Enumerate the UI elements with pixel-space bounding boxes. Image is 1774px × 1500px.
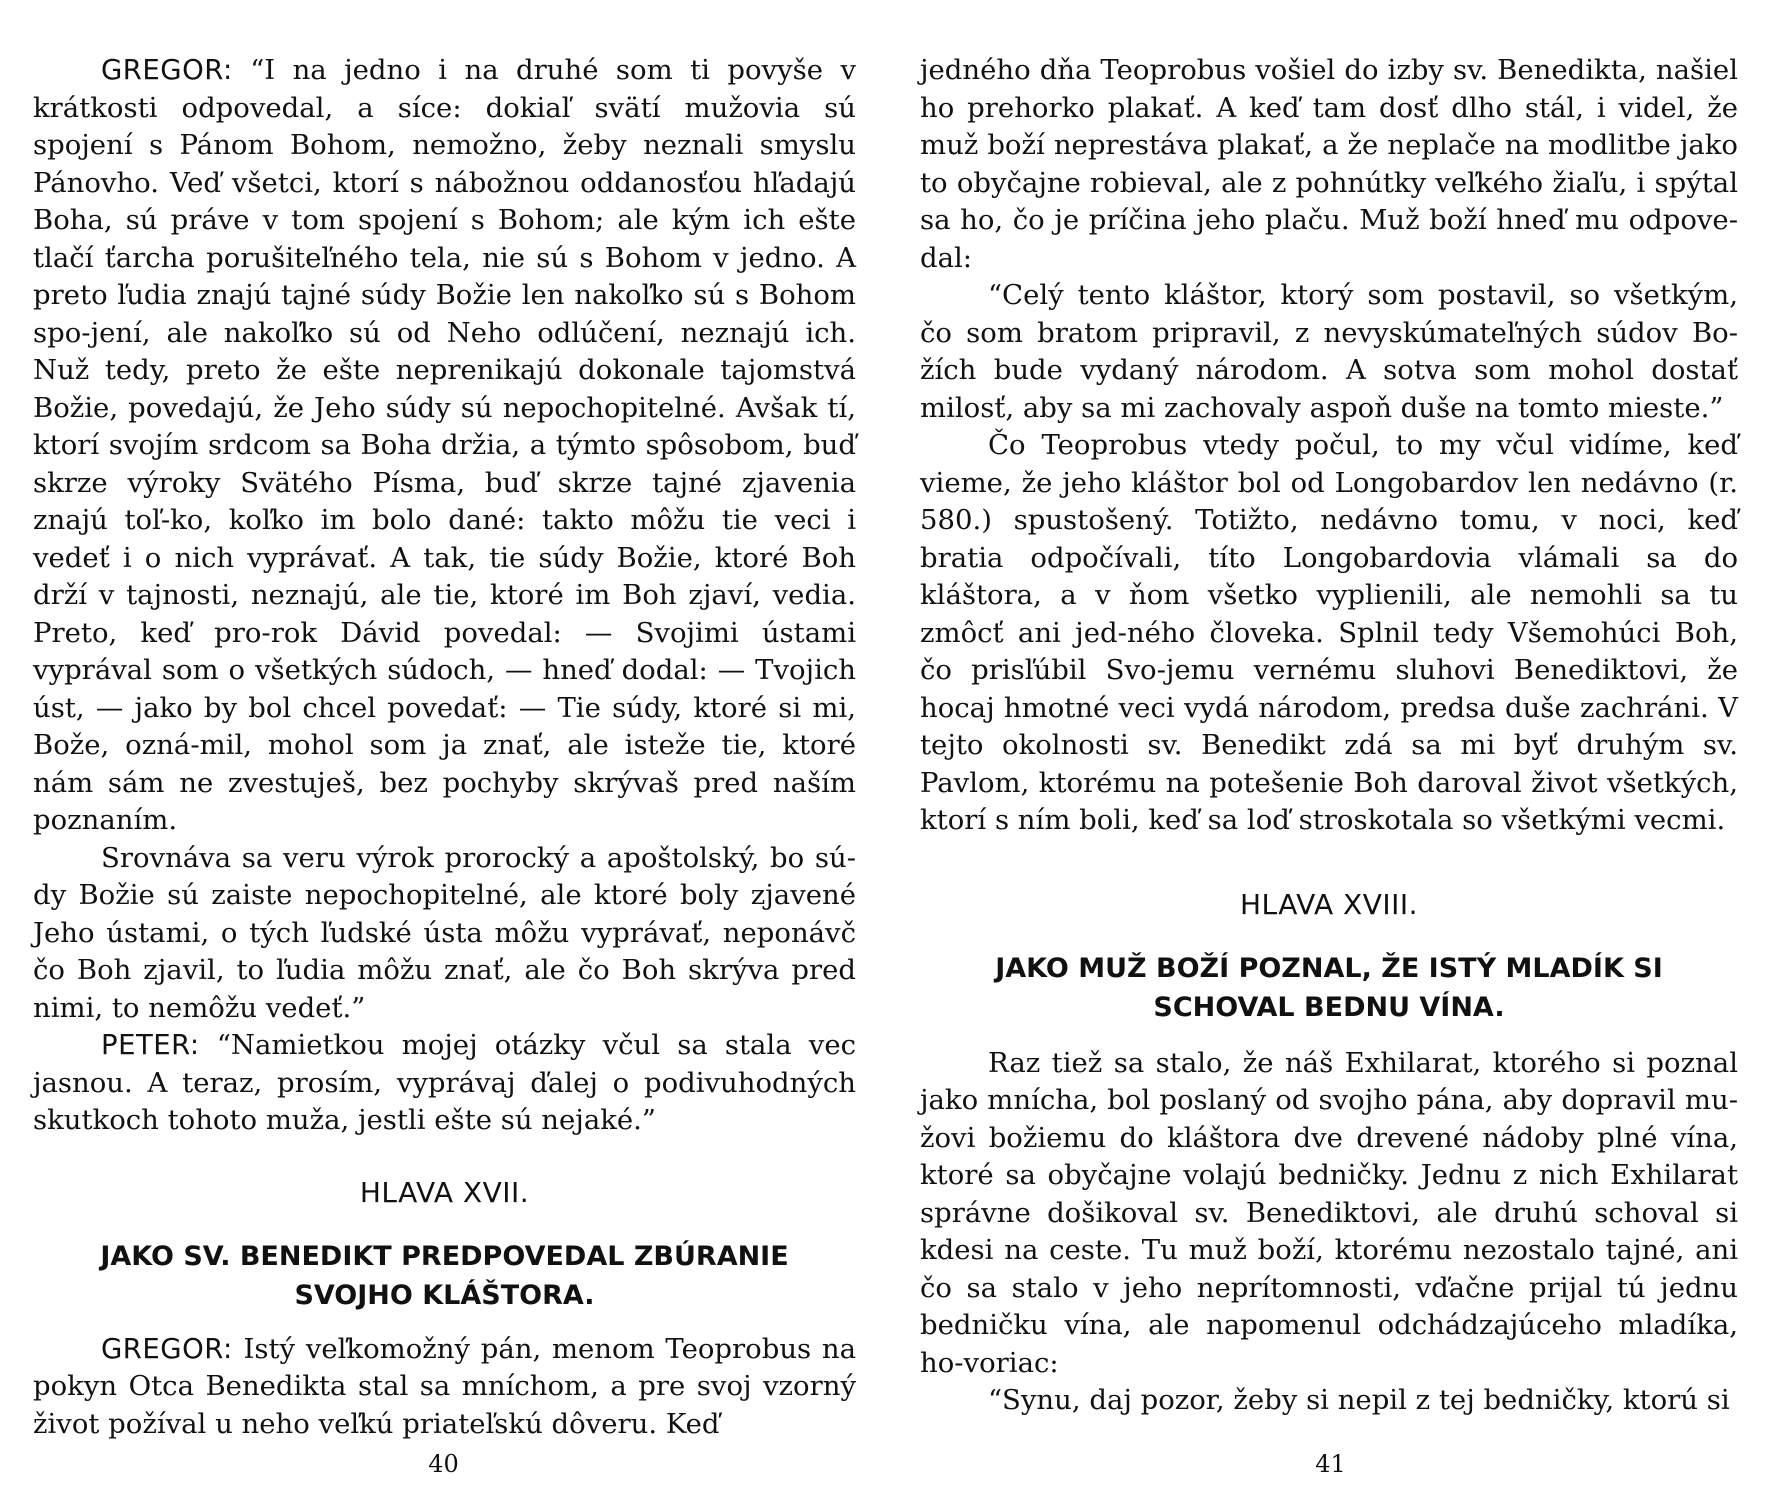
paragraph-comparison: [33, 840, 856, 1028]
paragraph-benedict-quote: [920, 277, 1738, 427]
paragraph-peter-reply: [33, 1027, 856, 1140]
page-number: 40: [428, 1450, 459, 1478]
paragraph-text: “Namietkou mojej otázky včul sa stala vec jasnou. A teraz, prosím, vyprávaj ďalej o podivuhodných skutkoch tohoto muža, jestli ešte sú nejaké.”: [33, 1029, 856, 1136]
speaker-label: GREGOR:: [101, 1332, 233, 1365]
speaker-label: PETER:: [101, 1029, 200, 1061]
page-number: 41: [1315, 1450, 1346, 1478]
chapter-title-line: JAKO SV. BENEDIKT PREDPOVEDAL ZBÚRANIE: [100, 1240, 789, 1272]
paragraph-exhilarat: [920, 1045, 1738, 1383]
paragraph-text: “I na jedno i na druhé som ti povyše v krátkosti odpovedal, a síce: dokiaľ svätí mužovia sú spojení s Pánom Bohom, nemožno, žeby neznali smyslu Pánovho. Veď všetci, ktorí s nábožnou oddanosťou hľadajú Boha, sú práve v tom spojení s Bohom; ale kým ich ešte tlačí ťarcha porušiteľného tela, nie sú s Bohom v jedno. A preto ľudia znajú tajné súdy Božie len nakoľko sú s Bohom spo-jení, ale nakoľko sú od Neho odlúčení, neznajú ich. Nuž tedy, preto že ešte neprenikajú dokonale tajomstvá Božie, povedajú, že Jeho súdy sú nepochopitelné. Avšak tí, ktorí svojím srdcom sa Boha držia, a týmto spôsobom, buď skrze výroky Svätého Písma, buď skrze tajné zjavenia znajú toľ-ko, koľko im bolo dané: takto môžu tie veci i vedeť i o nich vyprávať. A tak, tie súdy Božie, ktoré Boh drží v tajnosti, neznajú, ale tie, ktoré im Boh zjaví, vedia. Preto, keď pro-rok Dávid povedal: — Svojimi ústami vyprával som o všetkých súdoch, — hneď dodal: — Tvojich úst, — jako by bol chcel povedať: — Tie súdy, ktoré si mi, Bože, ozná-mil, mohol som ja znať, ale isteže tie, ktoré nám sám ne zvestuješ, bez pochyby skrývaš pred naším poznaním.: [33, 54, 856, 836]
paragraph-text: “Synu, daj pozor, žeby si nepil z tej bedničky, ktorú si: [988, 1384, 1730, 1416]
paragraph-monastery-destruction: [920, 427, 1738, 840]
chapter-number: HLAVA XVII.: [359, 1175, 530, 1209]
chapter-title: [33, 1237, 856, 1315]
paragraph-warning-quote: [920, 1382, 1738, 1420]
chapter-title-line: JAKO MUŽ BOŽÍ POZNAL, ŽE ISTÝ MLADÍK SI: [995, 952, 1663, 984]
chapter-number: HLAVA XVIII.: [1239, 887, 1419, 921]
paragraph-text: Istý veľkomožný pán, menom Teoprobus na pokyn Otca Benedikta stal sa mníchom, a pre svoj vzorný život požíval u neho veľkú priateľskú dôveru. Keď: [33, 1332, 856, 1440]
chapter-title-line: SVOJHO KLÁŠTORA.: [294, 1279, 595, 1311]
paragraph-text: Čo Teoprobus vtedy počul, to my včul vidíme, keď vieme, že jeho kláštor bol od Longobardov len nedávno (r. 580.) spustošený. Totižto, nedávno tomu, v noci, keď bratia odpočívali, títo Longobardovia vlámali sa do kláštora, a v ňom všetko vyplienili, ale nemohli sa tu zmôcť ani jed-ného človeka. Splnil tedy Všemohúci Boh, čo prisľúbil Svo-jemu vernému sluhovi Benediktovi, že hocaj hmotné veci vydá národom, predsa duše zachráni. V tejto okolnosti sv. Benedikt zdá sa mi byť druhým sv. Pavlom, ktorému na potešenie Boh daroval život všetkých, ktorí s ním boli, keď sa loď stroskotala so všetkými vecmi.: [920, 429, 1738, 836]
speaker-label: GREGOR:: [101, 54, 233, 86]
chapter-title-line: SCHOVAL BEDNU VÍNA.: [1153, 991, 1505, 1023]
right-page: [887, 0, 1774, 1500]
paragraph-continuation: [920, 52, 1738, 277]
paragraph-text: “Celý tento kláštor, ktorý som postavil, so všetkým, čo som bratom pripravil, z nevyskúmateľných súdov Bo-žích bude vydaný národom. A sotva som mohol dostať milosť, aby sa mi zachovaly aspoň duše na tomto mieste.”: [920, 279, 1738, 424]
paragraph-gregor-teoprobus: [33, 1331, 856, 1444]
paragraph-text: Raz tiež sa stalo, že náš Exhilarat, ktorého si poznal jako mnícha, bol poslaný od svojho pána, aby dopravil mu-žovi božiemu do kláštora dve drevené nádoby plné vína, ktoré sa obyčajne volajú bedničky. Jednu z nich Exhilarat správne došikoval sv. Benediktovi, ale druhú schoval si kdesi na ceste. Tu muž boží, ktorému nezostalo tajné, ani čo sa stalo v jeho neprítomnosti, vďačne prijal tú jednu bedničku vína, ale napomenul odchádzajúceho mladíka, ho-voriac:: [920, 1046, 1738, 1379]
paragraph-text: Srovnáva sa veru výrok prorocký a apoštolský, bo sú-dy Božie sú zaiste nepochopitelné, ale ktoré boly zjavené Jeho ústami, o tých ľudské ústa môžu vyprávať, neponávč čo Boh zjavil, to ľudia môžu znať, ale čo Boh skrýva pred nimi, to nemôžu vedeť.”: [33, 841, 856, 1024]
paragraph-text: jedného dňa Teoprobus vošiel do izby sv. Benedikta, našiel ho prehorko plakať. A keď tam dosť dlho stál, i videl, že muž boží neprestáva plakať, a že neplаče na modlitbe jako to obyčajne robieval, ale z pohnútky veľkého žiaľu, i spýtal sa ho, čo je príčina jeho plaču. Muž boží hneď mu odpove-dal:: [920, 54, 1738, 274]
paragraph-gregor-reply: [33, 52, 856, 840]
chapter-title: [920, 949, 1738, 1027]
